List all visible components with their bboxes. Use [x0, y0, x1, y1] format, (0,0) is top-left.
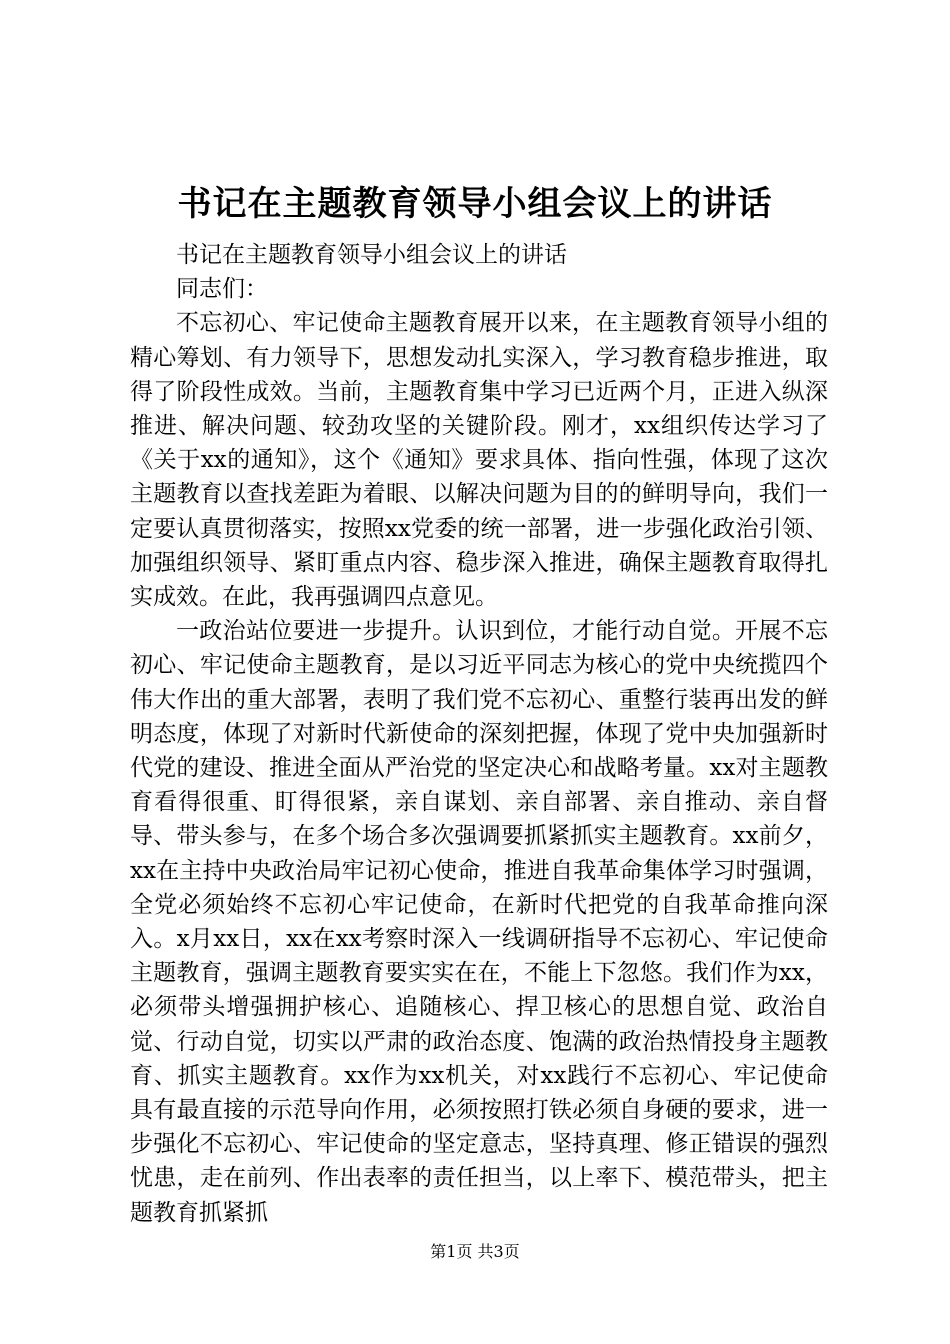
- document-body: [130, 238, 828, 1230]
- page-number-footer: 第1页 共3页: [430, 1242, 520, 1261]
- salutation-paragraph: 同志们：: [176, 276, 268, 303]
- document-title: 书记在主题教育领导小组会议上的讲话: [177, 184, 773, 224]
- subtitle-paragraph: 书记在主题教育领导小组会议上的讲话: [176, 242, 567, 268]
- body-paragraph: 一政治站位要进一步提升。认识到位，才能行动自觉。开展不忘初心、牢记使命主题教育，是以习近平同志为核心的党中央统揽四个伟大作出的重大部署，表明了我们党不忘初心、重整行装再出发的鲜明态度，体现了对新时代新使命的深刻把握，体现了党中央加强新时代党的建设、推进全面从严治党的坚定决心和战略考量。xx对主题教育看得很重、盯得很紧，亲自谋划、亲自部署、亲自推动、亲自督导、带头参与，在多个场合多次强调要抓紧抓实主题教育。xx前夕，xx在主持中央政治局牢记初心使命，推进自我革命集体学习时强调，全党必须始终不忘初心牢记使命，在新时代把党的自我革命推向深入。x月xx日，xx在xx考察时深入一线调研指导不忘初心、牢记使命主题教育，强调主题教育要实实在在，不能上下忽悠。我们作为xx，必须带头增强拥护核心、追随核心、捍卫核心的思想自觉、政治自觉、行动自觉，切实以严肃的政治态度、饱满的政治热情投身主题教育、抓实主题教育。xx作为xx机关，对xx践行不忘初心、牢记使命具有最直接的示范导向作用，必须按照打铁必须自身硬的要求，进一步强化不忘初心、牢记使命的坚定意志，坚持真理、修正错误的强烈忧患，走在前列、作出表率的责任担当，以上率下、模范带头，把主题教育抓紧抓: [130, 618, 828, 1226]
- body-paragraph: 不忘初心、牢记使命主题教育展开以来，在主题教育领导小组的精心筹划、有力领导下，思想发动扎实深入，学习教育稳步推进，取得了阶段性成效。当前，主题教育集中学习已近两个月，正进入纵深推进、解决问题、较劲攻坚的关键阶段。刚才，xx组织传达学习了《关于xx的通知》，这个《通知》要求具体、指向性强，体现了这次主题教育以查找差距为着眼、以解决问题为目的的鲜明导向，我们一定要认真贯彻落实，按照xx党委的统一部署，进一步强化政治引领、加强组织领导、紧盯重点内容、稳步深入推进，确保主题教育取得扎实成效。在此，我再强调四点意见。: [130, 310, 828, 611]
